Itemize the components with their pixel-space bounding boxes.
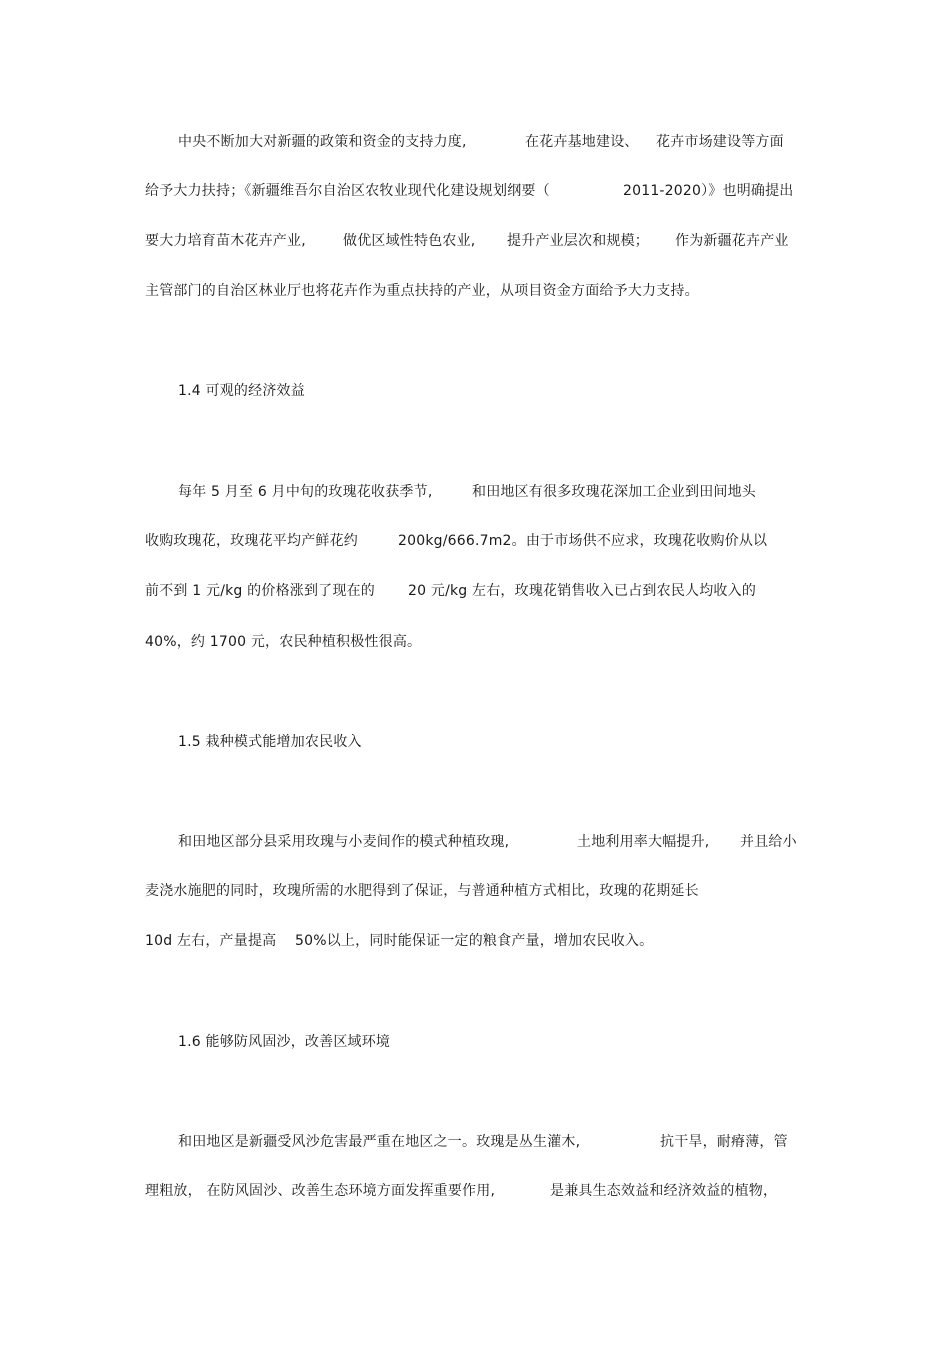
paragraph-2-line-1 bbox=[178, 483, 805, 501]
text-segment: 200kg/666.7m2。由于市场供不应求，玫瑰花收购价从以 bbox=[398, 533, 768, 549]
text-segment: 每年 5 月至 6 月中旬的玫瑰花收获季节, bbox=[178, 484, 433, 500]
text-segment: 给予大力扶持；《新疆维吾尔自治区农牧业现代化建设规划纲要（ bbox=[145, 183, 550, 199]
text-segment: 50%以上，同时能保证一定的粮食产量，增加农民收入。 bbox=[295, 933, 654, 949]
paragraph-1-line-4 bbox=[145, 282, 805, 300]
section-heading-1-5 bbox=[178, 733, 805, 751]
text-segment: 和田地区是新疆受风沙危害最严重在地区之一。玫瑰是丛生灌木, bbox=[178, 1134, 581, 1150]
text-segment: 收购玫瑰花，玫瑰花平均产鲜花约 bbox=[145, 533, 358, 549]
text-segment: 和田地区有很多玫瑰花深加工企业到田间地头 bbox=[472, 484, 756, 500]
heading-text: 1.4 可观的经济效益 bbox=[178, 383, 305, 399]
text-segment: 主管部门的自治区林业厅也将花卉作为重点扶持的产业，从项目资金方面给予大力支持。 bbox=[145, 283, 699, 299]
paragraph-3-line-1 bbox=[178, 833, 805, 851]
text-segment: 40%，约 1700 元，农民种植积极性很高。 bbox=[145, 634, 422, 650]
text-segment: 在花卉基地建设、 bbox=[525, 134, 639, 150]
paragraph-2-line-4 bbox=[145, 633, 805, 651]
text-segment: 前不到 1 元/kg 的价格涨到了现在的 bbox=[145, 583, 375, 599]
text-segment: 中央不断加大对新疆的政策和资金的支持力度, bbox=[178, 134, 467, 150]
text-segment: 土地利用率大幅提升, bbox=[577, 834, 710, 850]
text-segment: 要大力培育苗木花卉产业, bbox=[145, 233, 306, 249]
text-segment: 抗干旱，耐瘠薄，管 bbox=[660, 1134, 788, 1150]
section-heading-1-4 bbox=[178, 382, 805, 400]
text-segment: 麦浇水施肥的同时，玫瑰所需的水肥得到了保证，与普通种植方式相比，玫瑰的花期延长 bbox=[145, 883, 699, 899]
paragraph-2-line-3 bbox=[145, 582, 805, 600]
text-segment: 是兼具生态效益和经济效益的植物， bbox=[550, 1183, 778, 1199]
paragraph-4-line-1 bbox=[178, 1133, 805, 1151]
paragraph-2-line-2 bbox=[145, 532, 805, 550]
text-segment: 作为新疆花卉产业 bbox=[675, 233, 789, 249]
text-segment: 2011-2020）》也明确提出 bbox=[623, 183, 794, 199]
text-segment: 做优区域性特色农业, bbox=[343, 233, 476, 249]
paragraph-3-line-3 bbox=[145, 932, 805, 950]
text-segment: 20 元/kg 左右，玫瑰花销售收入已占到农民人均收入的 bbox=[408, 583, 757, 599]
section-heading-1-6 bbox=[178, 1033, 805, 1051]
text-segment: 并且给小 bbox=[740, 834, 797, 850]
paragraph-1-line-2 bbox=[145, 182, 805, 200]
heading-text: 1.6 能够防风固沙，改善区域环境 bbox=[178, 1034, 391, 1050]
text-segment: 理粗放， 在防风固沙、改善生态环境方面发挥重要作用, bbox=[145, 1183, 496, 1199]
heading-text: 1.5 栽种模式能增加农民收入 bbox=[178, 734, 362, 750]
paragraph-1-line-1 bbox=[178, 133, 805, 151]
paragraph-3-line-2 bbox=[145, 882, 805, 900]
text-segment: 提升产业层次和规模； bbox=[507, 233, 649, 249]
paragraph-1-line-3 bbox=[145, 232, 805, 250]
paragraph-4-line-2 bbox=[145, 1182, 805, 1200]
text-segment: 和田地区部分县采用玫瑰与小麦间作的模式种植玫瑰, bbox=[178, 834, 510, 850]
text-segment: 10d 左右，产量提高 bbox=[145, 933, 277, 949]
text-segment: 花卉市场建设等方面 bbox=[656, 134, 784, 150]
